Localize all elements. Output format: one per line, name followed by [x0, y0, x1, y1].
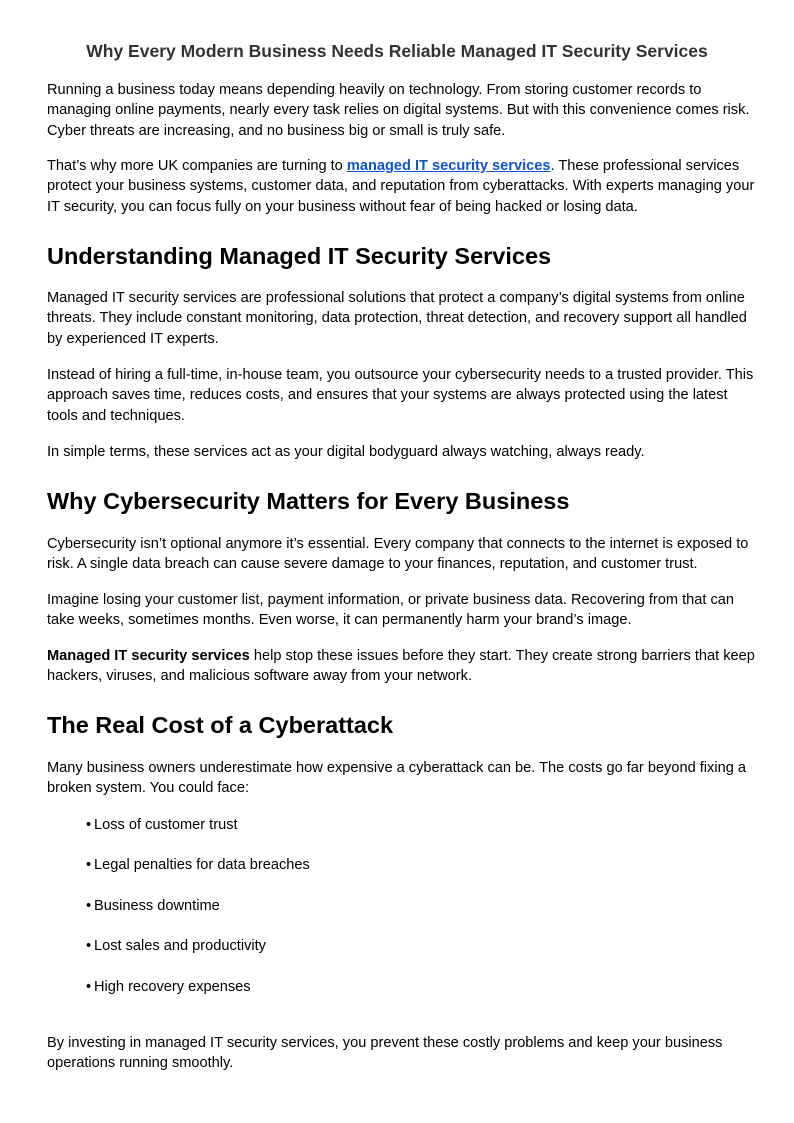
paragraph-understanding-1: [47, 288, 762, 349]
list-item-text: Legal penalties for data breaches: [94, 857, 310, 873]
paragraph-text: Instead of hiring a full-time, in-house team, you outsource your cybersecurity needs to a trusted provider. This approach saves time, reduces costs, and ensures that your systems are always protected using the latest tools and techniques.: [47, 367, 754, 424]
list-item: [86, 977, 251, 997]
intro-paragraph-2: [47, 156, 762, 217]
list-item: [86, 815, 238, 835]
bullet-marker: •: [86, 938, 92, 954]
bold-lead-text: Managed IT security services: [47, 648, 250, 664]
paragraph-why-1: [47, 534, 762, 575]
paragraph-text: [47, 646, 762, 687]
paragraph-text: Running a business today means depending heavily on technology. From storing customer records to managing online payments, nearly every task relies on digital systems. But with this convenience comes risk. Cyber threats are increasing, and no business big or small is truly safe.: [47, 82, 750, 139]
page-title: Why Every Modern Business Needs Reliable Managed IT Security Services: [86, 41, 708, 61]
bullet-marker: •: [86, 898, 92, 914]
list-item: [86, 896, 220, 916]
paragraph-text: In simple terms, these services act as your digital bodyguard always watching, always ready.: [47, 444, 645, 460]
paragraph-understanding-3: [47, 442, 762, 462]
paragraph-text: [47, 156, 762, 217]
paragraph-text-start: That’s why more UK companies are turning to: [47, 158, 347, 174]
bullet-marker: •: [86, 979, 92, 995]
paragraph-text-rest: help stop these issues before they start. They create strong barriers that keep hackers, viruses, and malicious software away from your network.: [47, 648, 755, 685]
list-item-text: Lost sales and productivity: [94, 938, 266, 954]
bullet-marker: •: [86, 857, 92, 873]
managed-it-security-services-link[interactable]: managed IT security services: [346, 158, 551, 174]
list-item-text: High recovery expenses: [94, 979, 251, 995]
paragraph-real-cost-1: [47, 758, 762, 799]
list-item: [86, 855, 310, 875]
paragraph-text: Imagine losing your customer list, payment information, or private business data. Recovering from that can take weeks, sometimes months. Even worse, it can permanently harm your brand’s image.: [47, 592, 735, 629]
section-heading: Why Cybersecurity Matters for Every Business: [47, 488, 570, 514]
paragraph-text: By investing in managed IT security services, you prevent these costly problems and keep your business operations running smoothly.: [47, 1035, 723, 1072]
section-heading-real-cost: [47, 711, 762, 739]
paragraph-understanding-2: [47, 365, 762, 426]
list-item-text: Loss of customer trust: [94, 817, 238, 833]
section-heading-understanding: [47, 242, 762, 270]
paragraph-closing: [47, 1033, 762, 1074]
section-heading-why-cybersecurity: [47, 487, 762, 515]
section-heading: Understanding Managed IT Security Services: [47, 243, 552, 269]
paragraph-text-end: . These professional services protect your business systems, customer data, and reputation from cyberattacks. With experts managing your IT security, you can focus fully on your business without fear of being hacked or losing data.: [47, 158, 755, 215]
paragraph-text: Managed IT security services are professional solutions that protect a company’s digital systems from online threats. They include constant monitoring, data protection, threat detection, and recovery support all handled by experienced IT experts.: [47, 290, 747, 347]
paragraph-why-2: [47, 590, 762, 631]
list-item-text: Business downtime: [94, 898, 220, 914]
section-heading: The Real Cost of a Cyberattack: [47, 712, 394, 738]
intro-paragraph-1: [47, 80, 762, 141]
bullet-marker: •: [86, 817, 92, 833]
paragraph-text: Cybersecurity isn’t optional anymore it’s essential. Every company that connects to the internet is exposed to risk. A single data breach can cause severe damage to your finances, reputation, and customer trust.: [47, 536, 749, 573]
paragraph-text: Many business owners underestimate how expensive a cyberattack can be. The costs go far beyond fixing a broken system. You could face:: [47, 760, 746, 797]
list-item: [86, 936, 266, 956]
paragraph-why-3: [47, 646, 762, 687]
